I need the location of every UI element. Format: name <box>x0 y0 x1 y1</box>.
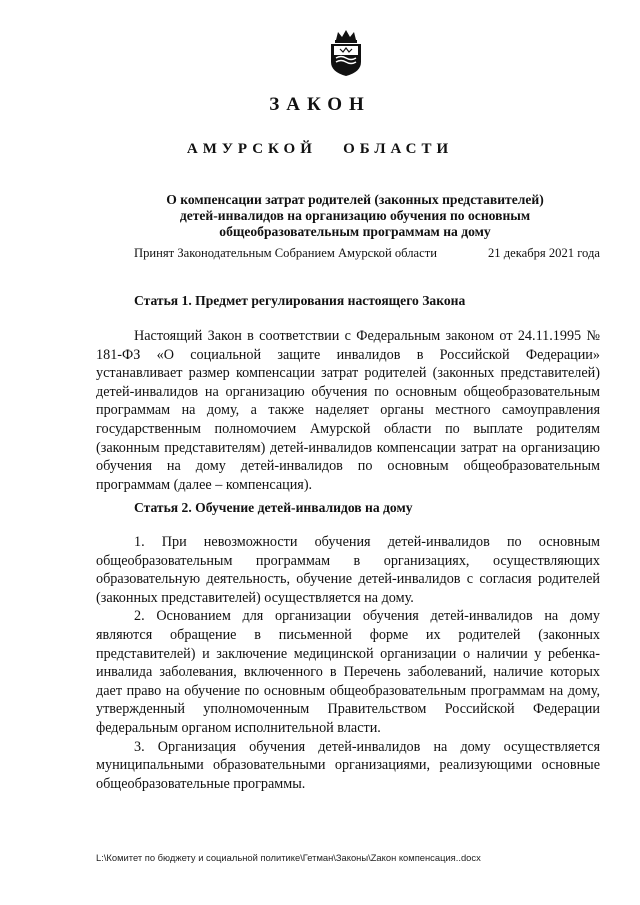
file-path-footer: L:\Комитет по бюджету и социальной политике\Гетман\Законы\Zакон компенсация..docx <box>96 852 481 863</box>
article-2-body <box>96 533 600 793</box>
subject-line: детей-инвалидов на организацию обучения по основным <box>179 208 531 223</box>
article-2-heading: Статья 2. Обучение детей-инвалидов на дому <box>134 500 413 515</box>
paragraph: 2. Основанием для организации обучения детей-инвалидов на дому являются обращение в письменной форме их родителей (законных представителей) и заключение медицинской организации о наличии у ребенка-инвалида заболевания, включенного в Перечень заболеваний, наличие которых дает право на обучение по основным общеобразовательным программам на дому, утвержденный уполномоченным Правительством Российской Федерации федеральным органом исполнительной власти. <box>96 608 600 736</box>
subject-line: О компенсации затрат родителей (законных представителей) <box>166 192 544 207</box>
article-1-body <box>96 327 600 494</box>
paragraph: Настоящий Закон в соответствии с Федеральным законом от 24.11.1995 № 181-ФЗ «О социальной защите инвалидов в Российской Федерации» устанавливает размер компенсации затрат родителей (законных представителей) детей-инвалидов на организацию обучения по основным общеобразовательным программам на дому, а также наделяет органы местного самоуправления государственным полномочием Амурской области по выплате родителям (законным представителям) детей-инвалидов компенсации затрат на организацию обучения на дому детей-инвалидов по основным общеобразовательным программам (далее – компенсация). <box>96 328 600 493</box>
region-name: АМУРСКОЙ ОБЛАСТИ <box>186 141 454 157</box>
adopted-date: 21 декабря 2021 года <box>487 246 600 260</box>
adopted-by: Принят Законодательным Собранием Амурской области <box>134 246 437 260</box>
article-1-heading: Статья 1. Предмет регулирования настоящего Закона <box>134 293 466 308</box>
law-title: ЗАКОН <box>269 94 371 115</box>
law-subject <box>120 192 590 240</box>
adoption-line <box>134 246 600 261</box>
paragraph: 3. Организация обучения детей-инвалидов на дому осуществляется муниципальными образовательными организациями, реализующими основные общеобразовательные программы. <box>96 738 600 792</box>
amur-region-coat-of-arms-icon <box>324 28 368 78</box>
paragraph: 1. При невозможности обучения детей-инвалидов по основным общеобразовательным программам в организациях, осуществляющих образовательную деятельность, обучение детей-инвалидов с согласия родителей (законных представителей) осуществляется на дому. <box>96 534 600 606</box>
subject-line: общеобразовательным программам на дому <box>219 224 491 239</box>
